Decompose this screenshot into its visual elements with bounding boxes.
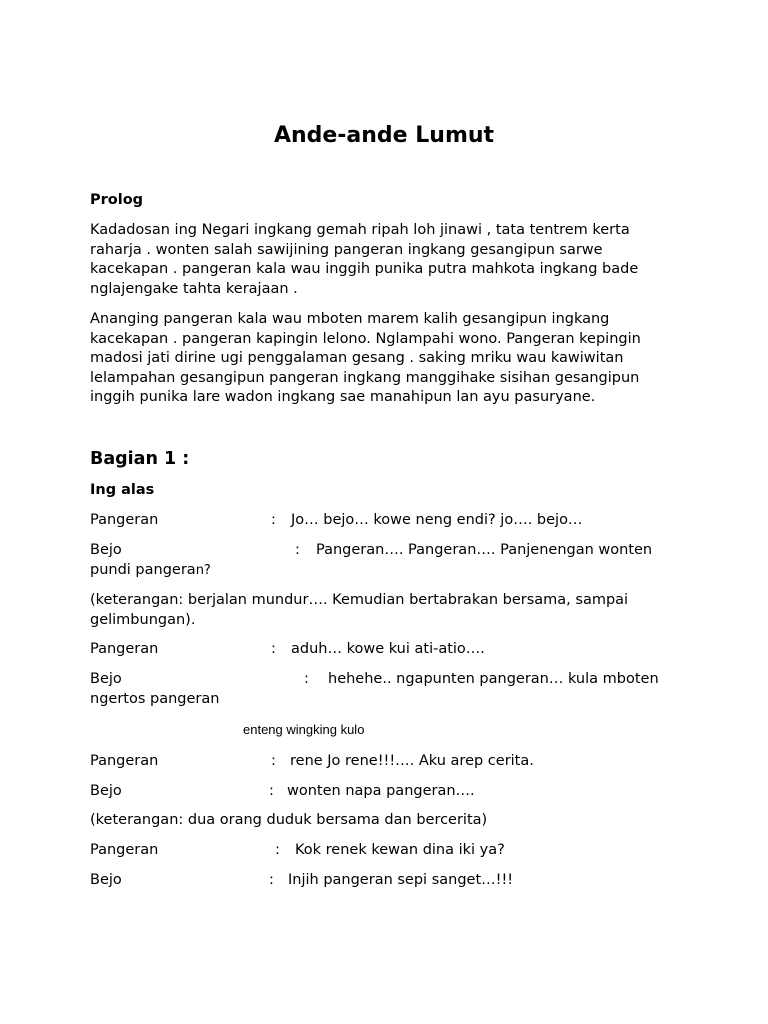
dialogue-text: rene Jo rene!!!…. Aku arep cerita. — [290, 753, 534, 769]
speaker-name: Pangeran — [90, 753, 159, 769]
dialogue-line — [90, 782, 676, 802]
prolog-paragraph-1 — [90, 221, 680, 299]
prolog-heading: Prolog — [90, 192, 144, 208]
dialogue-colon: : — [271, 512, 276, 528]
dialogue-colon: : — [271, 641, 276, 657]
prolog-paragraph-2 — [90, 310, 680, 408]
dialogue-text: pundi pangera — [90, 562, 196, 578]
prolog-p1-line: nglajengake tahta kerajaan . — [90, 280, 298, 297]
dialogue-text: Kok renek kewan dina iki ya? — [295, 842, 505, 858]
dialogue-text: Injih pangeran sepi sanget…!!! — [288, 872, 514, 888]
stage-direction-line: (keterangan: berjalan mundur…. Kemudian bertabrakan bersama, sampai — [90, 592, 629, 608]
speaker-name: Pangeran — [90, 512, 159, 528]
stage-direction: (keterangan: dua orang duduk bersama dan bercerita) — [90, 812, 488, 828]
prolog-p1-line: Kadadosan ing Negari ingkang gemah ripah loh jinawi , tata tentrem kerta — [90, 222, 630, 238]
speaker-name: Pangeran — [90, 641, 159, 657]
dialogue-text: wonten napa pangeran…. — [287, 783, 475, 799]
speaker-name: Bejo — [90, 872, 122, 888]
speaker-name: Bejo — [90, 783, 122, 799]
dialogue-continuation: ngertos pangeran — [90, 691, 220, 707]
dialogue-colon: : — [304, 671, 309, 687]
dialogue-colon: : — [271, 753, 276, 769]
dialogue-line — [90, 841, 676, 861]
dialogue-colon: : — [295, 542, 300, 558]
dialogue-line — [90, 871, 676, 891]
dialogue-line — [90, 541, 676, 561]
stage-direction-line: gelimbungan). — [90, 611, 196, 628]
dialogue-text: aduh… kowe kui ati-atio…. — [291, 641, 485, 657]
dialogue-continuation — [90, 561, 211, 581]
speaker-name: Bejo — [90, 542, 122, 558]
prolog-p2-line: Ananging pangeran kala wau mboten marem kalih gesangipun ingkang — [90, 311, 610, 327]
dialogue-line — [90, 640, 676, 660]
dialogue-text: Jo… bejo… kowe neng endi? jo…. bejo… — [291, 512, 583, 528]
prolog-p1-line: raharja . wonten salah sawijining pangeran ingkang gesangipun sarwe — [90, 241, 603, 258]
dialogue-colon: : — [269, 872, 274, 888]
dialogue-colon: : — [275, 842, 280, 858]
dialogue-colon: : — [269, 783, 274, 799]
speaker-name: Pangeran — [90, 842, 159, 858]
prolog-p1-line: kacekapan . pangeran kala wau inggih punika putra mahkota ingkang bade — [90, 261, 639, 278]
dialogue-text: hehehe.. ngapunten pangeran… kula mboten — [328, 671, 659, 687]
prolog-p2-line: lelampahan gesangipun pangeran ingkang manggihake sisihan gesangipun — [90, 369, 640, 386]
stage-direction — [90, 591, 628, 630]
dialogue-note: enteng wingking kulo — [243, 722, 365, 737]
dialogue-text: n? — [195, 563, 211, 578]
dialogue-text: Pangeran…. Pangeran…. Panjenengan wonten — [316, 542, 653, 558]
section-subheading: Ing alas — [90, 482, 155, 498]
dialogue-line — [90, 670, 676, 690]
prolog-p2-line: madosi jati dirine ugi penggalaman gesang . saking mriku wau kawiwitan — [90, 350, 624, 367]
dialogue-line — [90, 511, 676, 531]
document-title: Ande-ande Lumut — [273, 123, 495, 148]
prolog-p2-line: inggih punika lare wadon ingkang sae manahipun lan ayu pasuryane. — [90, 389, 596, 406]
speaker-name: Bejo — [90, 671, 122, 687]
dialogue-line — [90, 752, 676, 772]
prolog-p2-line: kacekapan . pangeran kapingin lelono. Nglampahi wono. Pangeran kepingin — [90, 330, 641, 347]
section-heading: Bagian 1 : — [90, 449, 190, 469]
